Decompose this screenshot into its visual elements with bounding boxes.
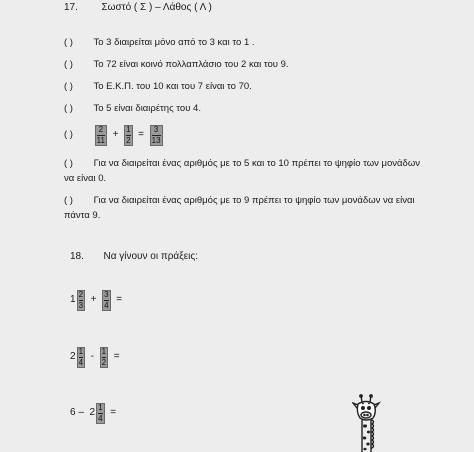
numerator: 1	[101, 346, 107, 356]
plus-sign: +	[90, 294, 97, 305]
fraction	[96, 403, 104, 424]
numerator: 1	[126, 124, 131, 134]
statement-text: Για να διαιρείται ένας αριθμός με το 9 πρέπει το ψηφίο των μονάδων να είναι	[93, 195, 415, 206]
fraction	[102, 290, 110, 311]
minus-sign: -	[90, 351, 94, 362]
statement-text: Το Ε.Κ.Π. του 10 και του 7 είναι το 70.	[93, 81, 252, 92]
whole-number: 2	[70, 351, 76, 362]
q17-item-5	[64, 122, 164, 149]
lead-term: 6 –	[70, 407, 84, 418]
fraction	[124, 125, 132, 146]
numerator: 2	[78, 289, 84, 299]
q17-header	[64, 2, 212, 14]
numerator: 3	[104, 289, 109, 299]
denominator: 4	[104, 300, 109, 310]
denominator: 4	[98, 413, 103, 423]
answer-bracket[interactable]: ( )	[64, 37, 73, 48]
statement-text: Για να διαιρείται ένας αριθμός με το 5 και το 10 πρέπει το ψηφίο των μονάδων	[93, 158, 420, 169]
q18-header	[70, 251, 198, 263]
statement-text-continued: να είναι 0.	[64, 173, 107, 184]
q18-op-2	[70, 344, 122, 371]
fraction	[77, 290, 85, 311]
plus-sign: +	[112, 129, 119, 140]
fraction	[77, 347, 85, 368]
whole-number: 2	[89, 407, 96, 418]
q17-item-3	[64, 81, 252, 93]
denominator: 4	[78, 357, 84, 367]
fraction	[95, 125, 107, 146]
answer-bracket[interactable]: ( )	[64, 81, 73, 92]
answer-bracket[interactable]: ( )	[64, 129, 73, 140]
equals-sign: =	[113, 351, 120, 362]
statement-text: Το 72 είναι κοινό πολλαπλάσιο του 2 και του 9.	[93, 59, 289, 70]
denominator: 11	[96, 135, 105, 145]
fraction	[100, 347, 108, 368]
numerator: 1	[78, 346, 84, 356]
answer-bracket[interactable]: ( )	[64, 103, 73, 114]
denominator: 3	[78, 300, 84, 310]
statement-text: Το 5 είναι διαιρέτης του 4.	[93, 103, 201, 114]
q17-title: Σωστό ( Σ ) – Λάθος ( Λ )	[101, 2, 212, 13]
equals-sign: =	[138, 129, 145, 140]
q17-item-7-cont	[64, 210, 100, 222]
q18-op-3	[70, 400, 118, 427]
answer-bracket[interactable]: ( )	[64, 158, 73, 169]
whole-number: 1	[70, 294, 76, 305]
answer-bracket[interactable]: ( )	[64, 59, 73, 70]
equals-sign: =	[110, 407, 117, 418]
q17-item-6-cont	[64, 173, 106, 185]
denominator: 2	[101, 357, 107, 367]
q17-item-2	[64, 59, 289, 71]
q17-item-1	[64, 37, 255, 49]
q18-number: 18.	[70, 251, 84, 262]
numerator: 3	[153, 124, 159, 134]
statement-text: Το 3 διαιρείται μόνο από το 3 και το 1 .	[93, 37, 255, 48]
fraction	[150, 125, 163, 146]
denominator: 13	[151, 135, 161, 145]
q17-item-4	[64, 103, 201, 115]
numerator: 1	[98, 402, 103, 412]
giraffe-illustration	[352, 394, 392, 452]
q18-title: Να γίνουν οι πράξεις:	[103, 251, 198, 262]
q17-item-7	[64, 195, 415, 207]
answer-bracket[interactable]: ( )	[64, 195, 73, 206]
q17-item-6	[64, 158, 420, 170]
numerator: 2	[98, 124, 104, 134]
equals-sign: =	[116, 294, 123, 305]
statement-text-continued: πάντα 9.	[64, 210, 101, 221]
q18-op-1	[70, 287, 124, 314]
q17-number: 17.	[64, 2, 78, 13]
denominator: 2	[126, 135, 131, 145]
